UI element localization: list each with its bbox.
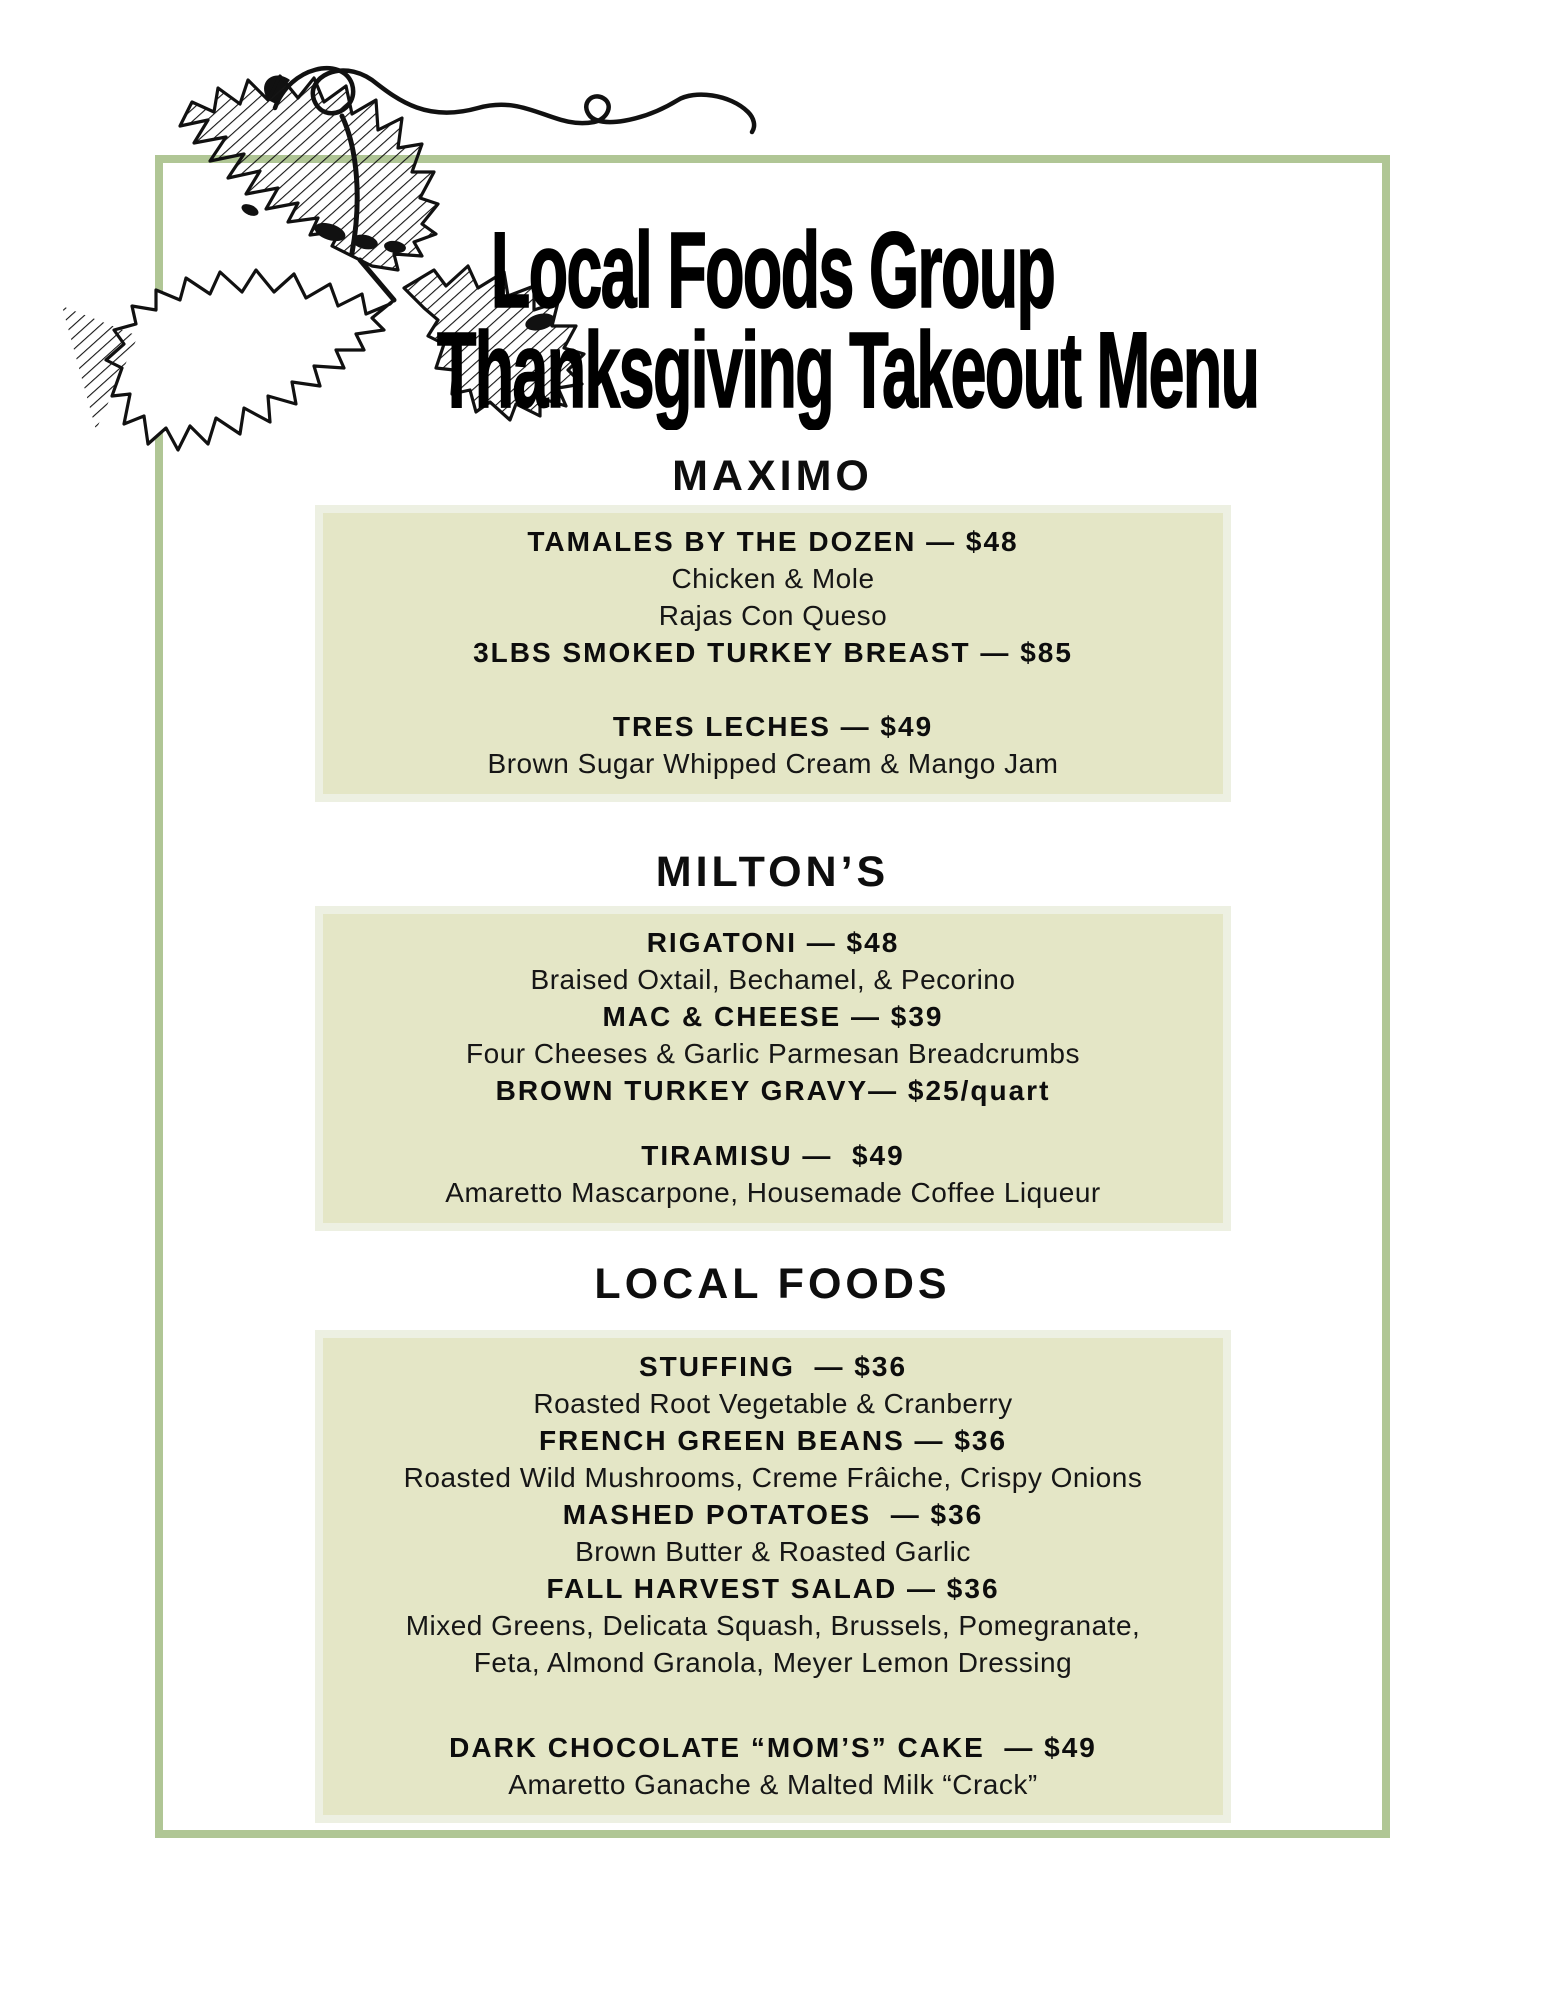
menu-item-description: Chicken & Mole <box>671 563 875 594</box>
menu-item-name: TRES LECHES — $49 <box>612 711 934 742</box>
menu-item-description: Braised Oxtail, Bechamel, & Pecorino <box>530 964 1016 995</box>
section-miltons <box>163 848 1382 897</box>
menu-subtitle-text: Thanksgiving Takeout Menu <box>436 309 1259 430</box>
menu-item-description: Roasted Wild Mushrooms, Creme Frâiche, Crispy Onions <box>403 1462 1143 1493</box>
menu-item-description: Brown Butter & Roasted Garlic <box>575 1536 971 1567</box>
menu-item-name: FRENCH GREEN BEANS — $36 <box>538 1425 1008 1456</box>
menu-item-name: FALL HARVEST SALAD — $36 <box>546 1573 1000 1604</box>
panel-maximo <box>315 505 1231 802</box>
brand-title-text: Local Foods Group <box>490 209 1055 330</box>
menu-item-description: Four Cheeses & Garlic Parmesan Breadcrumbs <box>466 1038 1080 1069</box>
spacer <box>333 671 1213 708</box>
menu-subtitle-line <box>163 309 1382 430</box>
menu-item-name: DARK CHOCOLATE “MOM’S” CAKE — $49 <box>449 1732 1097 1763</box>
menu-title <box>163 209 1382 430</box>
section-heading-maximo: MAXIMO <box>672 452 873 500</box>
menu-item-name: STUFFING — $36 <box>638 1351 908 1382</box>
panel-local-foods <box>315 1330 1231 1823</box>
menu-item-description: Amaretto Ganache & Malted Milk “Crack” <box>508 1769 1038 1800</box>
menu-item-name: TIRAMISU — $49 <box>641 1140 905 1171</box>
spacer <box>333 1109 1213 1137</box>
menu-item-description: Roasted Root Vegetable & Cranberry <box>533 1388 1013 1419</box>
section-local-foods <box>163 1260 1382 1309</box>
spacer <box>333 1681 1213 1729</box>
menu-item-description: Mixed Greens, Delicata Squash, Brussels, Pomegranate, <box>405 1610 1141 1641</box>
menu-item-description: Rajas Con Queso <box>658 600 888 631</box>
section-heading-miltons: MILTON’S <box>655 848 890 896</box>
section-heading-local-foods: LOCAL FOODS <box>594 1260 951 1308</box>
menu-item-description: Amaretto Mascarpone, Housemade Coffee Liqueur <box>445 1177 1101 1208</box>
panel-miltons <box>315 906 1231 1231</box>
menu-item-name: BROWN TURKEY GRAVY— $25/quart <box>495 1075 1051 1106</box>
menu-item-name: MASHED POTATOES — $36 <box>562 1499 984 1530</box>
menu-item-name: 3LBS SMOKED TURKEY BREAST — $85 <box>473 637 1073 668</box>
menu-item-name: TAMALES BY THE DOZEN — $48 <box>527 526 1019 557</box>
menu-item-name: RIGATONI — $48 <box>646 927 900 958</box>
brand-title-line <box>163 209 1382 330</box>
menu-item-name: MAC & CHEESE — $39 <box>602 1001 944 1032</box>
menu-item-description: Feta, Almond Granola, Meyer Lemon Dressing <box>473 1647 1073 1678</box>
menu-item-description: Brown Sugar Whipped Cream & Mango Jam <box>487 748 1059 779</box>
